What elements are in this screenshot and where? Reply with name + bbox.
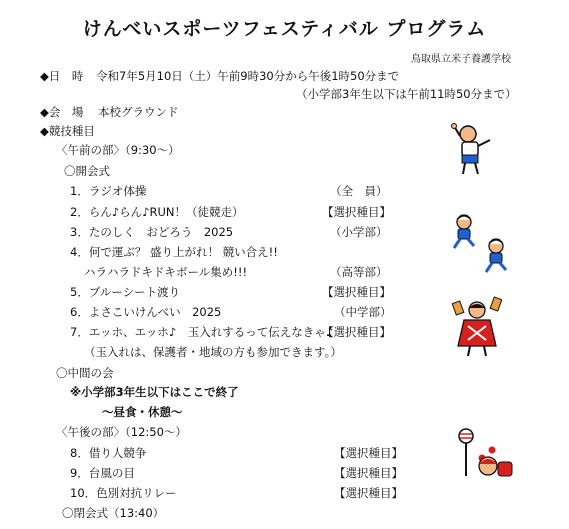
event-item: 2．らん♪らん♪RUN！（徒競走）	[70, 205, 244, 219]
event-item: 5．ブルーシート渡り	[70, 285, 181, 299]
page-title: けんべいスポーツフェスティバル プログラム	[82, 18, 487, 40]
event-item: 4．何で運ぶ？ 盛り上がれ！ 競い合え!!	[70, 245, 278, 259]
event-item: 7．エッホ、エッホ♪ 玉入れするって伝えなきゃ♪	[70, 325, 334, 339]
event-tag: （中学部）	[334, 305, 392, 319]
event-item: 10．色別対抗リレー	[70, 486, 177, 500]
event-item: 9．台風の目	[70, 466, 135, 480]
date-value: 令和7年5月10日（土）午前9時30分から午後1時50分まで	[96, 69, 400, 83]
venue-value: 本校グラウンド	[98, 105, 179, 119]
event-tag: 【選択種目】	[334, 446, 403, 460]
running-children-icon	[450, 212, 515, 274]
event-tag: 【選択種目】	[334, 466, 403, 480]
lunch-break: ～昼食・休憩～	[102, 405, 183, 419]
date-note: （小学部3年生以下は午前11時50分まで）	[296, 87, 517, 101]
closing-ceremony: 〇閉会式（13:40）	[62, 506, 165, 520]
ball-toss-icon	[452, 428, 514, 478]
afternoon-header: 〈午後の部〉（12:50～）	[56, 425, 187, 439]
opening-ceremony: 〇開会式	[64, 164, 110, 178]
end-note: ※小学部3年生以下はここで終了	[70, 385, 239, 399]
yosakoi-dancer-icon	[452, 296, 502, 358]
event-tag: 【選択種目】	[322, 205, 391, 219]
stretching-child-icon	[450, 122, 496, 178]
school-name: 鳥取県立米子養護学校	[411, 54, 511, 65]
event-tag: 【選択種目】	[322, 285, 391, 299]
event-item: 1．ラジオ体操	[70, 184, 147, 198]
event-tag: 【選択種目】	[322, 325, 391, 339]
event-note: （玉入れは、保護者・地域の方も参加できます。）	[84, 345, 342, 359]
event-item: ハラハラドキドキボール集め!!!	[84, 265, 248, 279]
intermission-header: 〇中間の会	[56, 366, 114, 380]
event-tag: 【選択種目】	[334, 486, 403, 500]
event-tag: （小学部）	[330, 225, 388, 239]
event-tag: （全 員）	[330, 184, 388, 198]
venue-label: ◆会 場	[40, 105, 84, 119]
event-tag: （高等部）	[330, 265, 388, 279]
event-item: 8．借り人競争	[70, 446, 147, 460]
event-item: 3．たのしく おどろう 2025	[70, 225, 234, 239]
event-item: 6．よさこいけんべい 2025	[70, 305, 222, 319]
morning-header: 〈午前の部〉（9:30～）	[56, 143, 180, 157]
date-label: ◆日 時	[40, 69, 84, 83]
events-label: ◆競技種目	[40, 124, 95, 138]
